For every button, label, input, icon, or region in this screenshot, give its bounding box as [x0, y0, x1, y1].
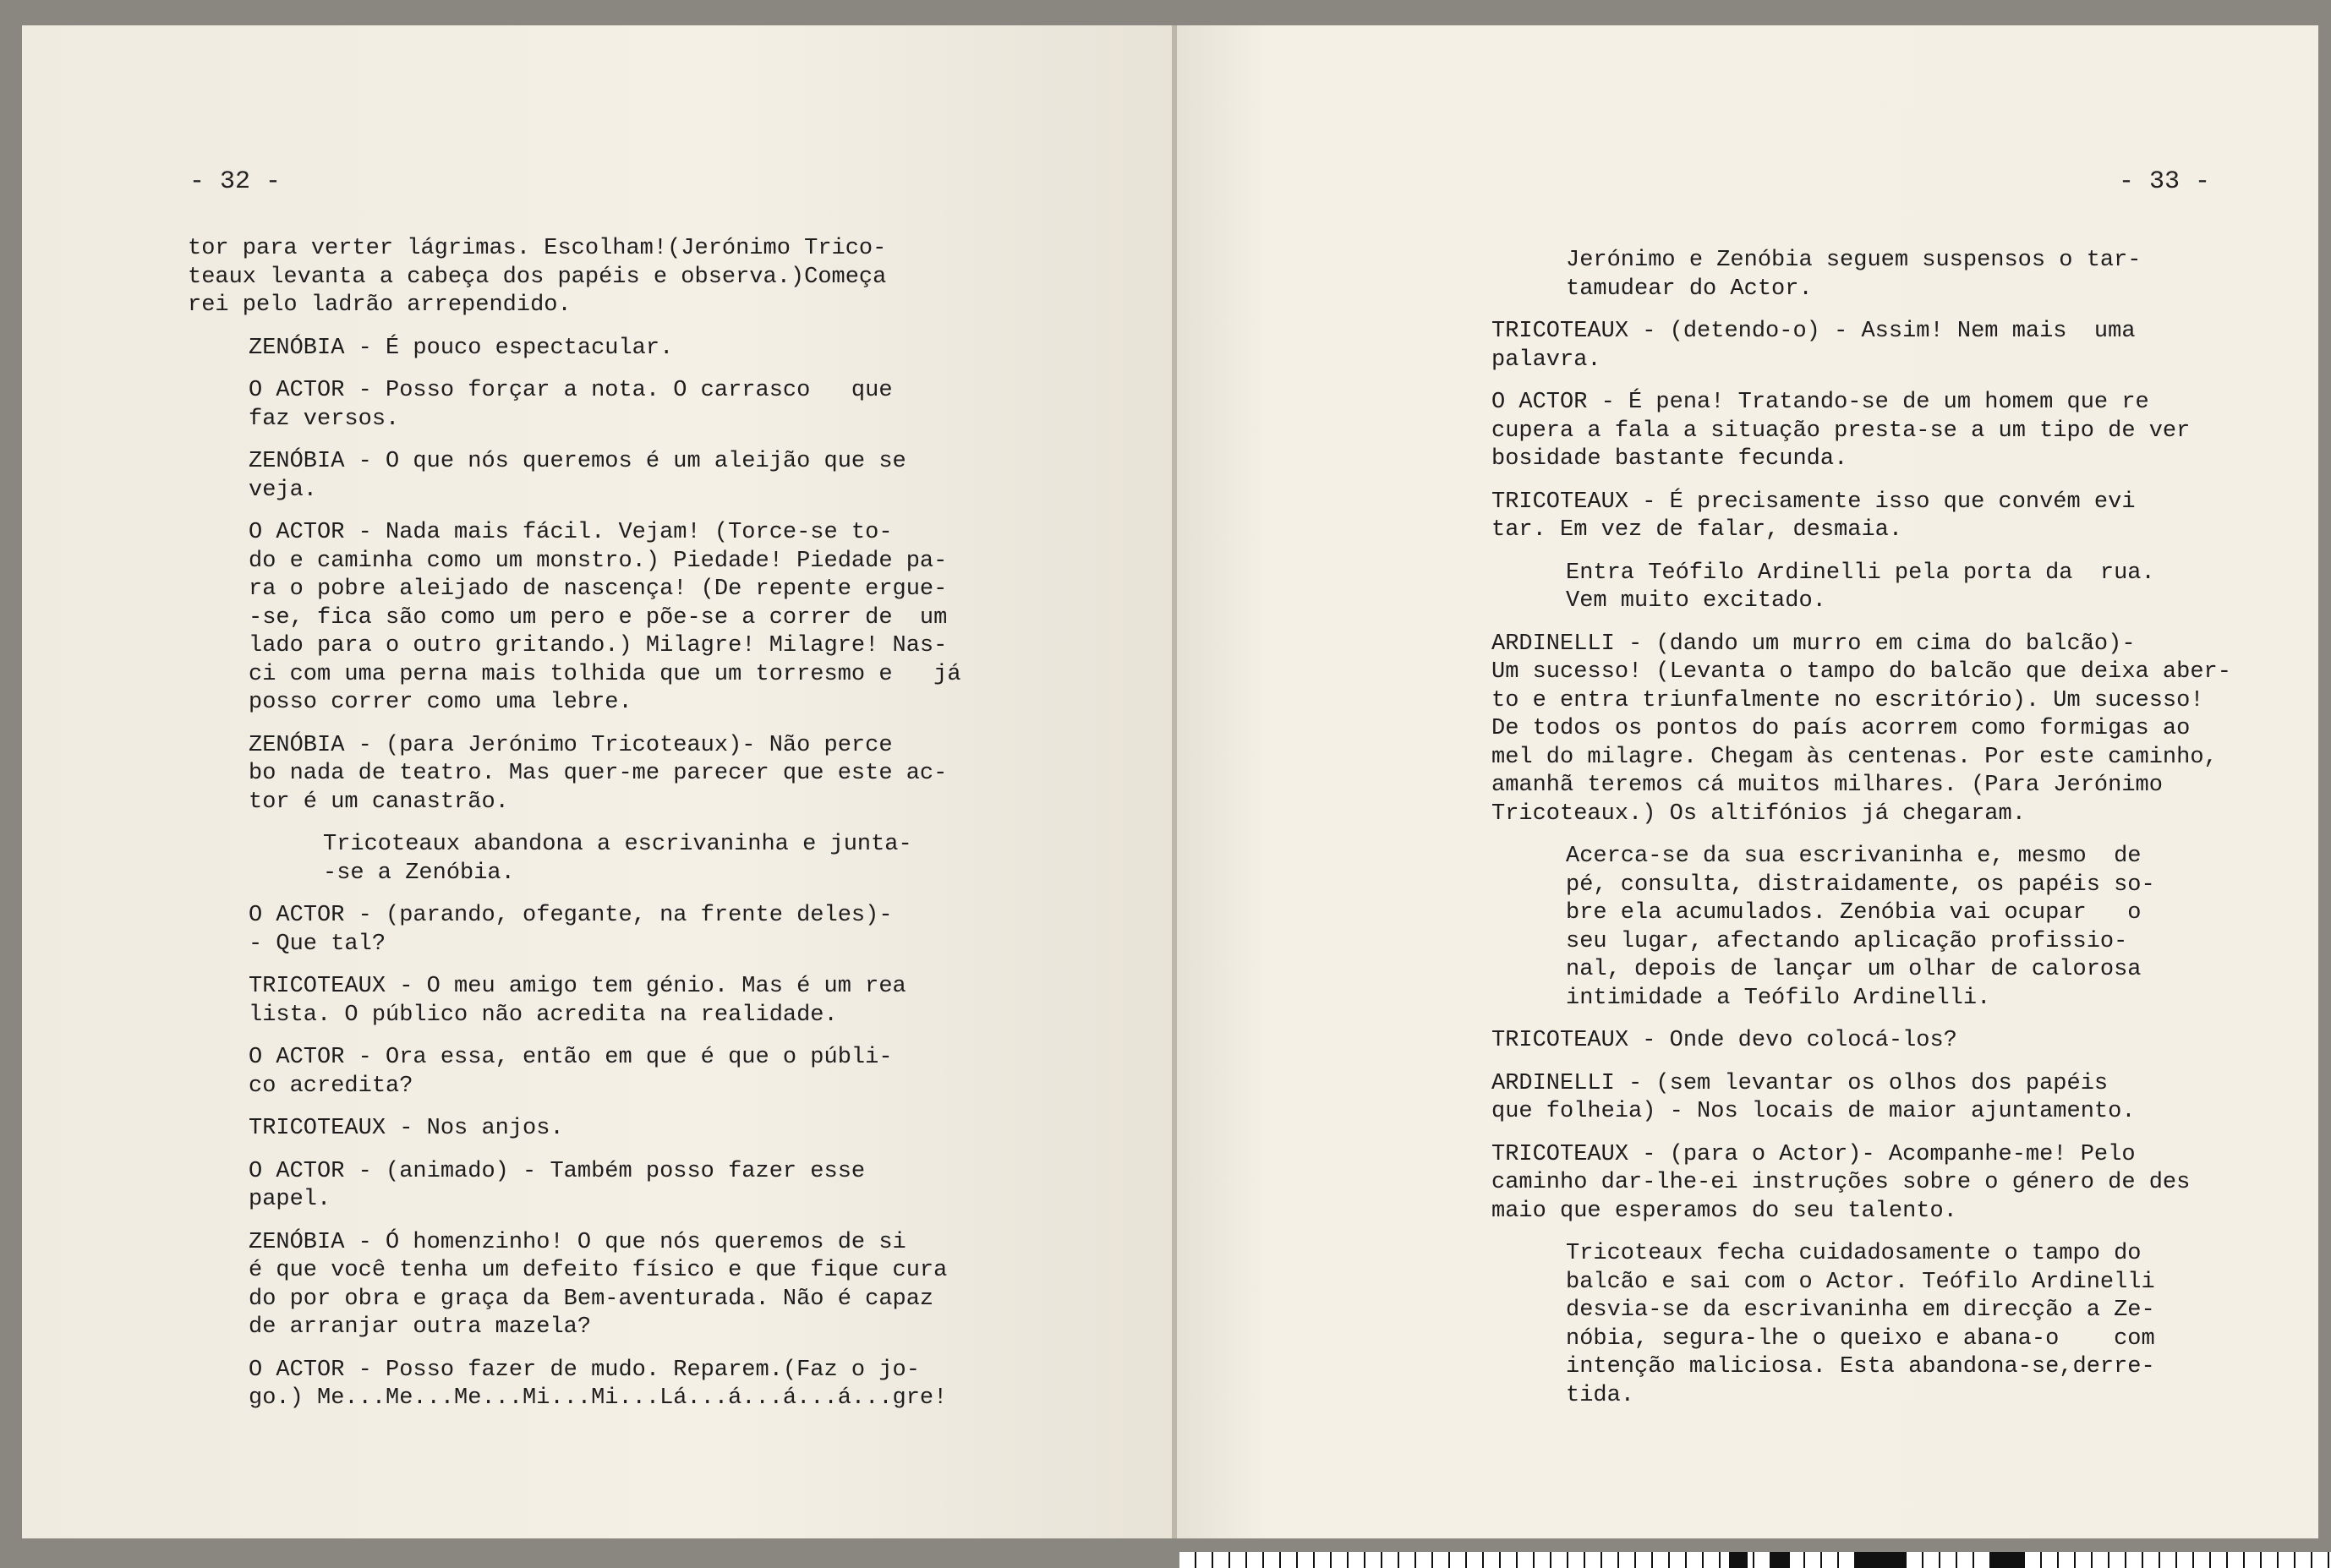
page-number-left: - 32 - — [189, 167, 282, 196]
stage-direction — [188, 831, 961, 888]
text-line: co acredita? — [249, 1073, 413, 1099]
text-line: ZENÓBIA - Ó homenzinho! O que nós queremos de si — [249, 1229, 906, 1255]
text-line: tar. Em vez de falar, desmaia. — [1491, 517, 1903, 543]
text-line: Um sucesso! (Levanta o tampo do balcão que deixa aber- — [1491, 659, 2231, 685]
text-line: Tricoteaux abandona a escrivaninha e junta- — [323, 832, 912, 857]
dialogue-paragraph — [188, 519, 961, 718]
dialogue-paragraph — [188, 973, 961, 1030]
text-line: ZENÓBIA - O que nós queremos é um aleijão que se — [249, 449, 906, 474]
text-line: TRICOTEAUX - O meu amigo tem génio. Mas é um rea — [249, 974, 906, 999]
dialogue-paragraph — [1431, 631, 2231, 829]
text-line: - Que tal? — [249, 931, 386, 957]
dialogue-paragraph — [188, 902, 961, 959]
stage-direction — [1431, 843, 2231, 1013]
left-page-text — [188, 235, 961, 1428]
text-line: O ACTOR - (animado) - Também posso fazer esse — [249, 1158, 866, 1184]
text-line: De todos os pontos do país acorrem como formigas ao — [1491, 716, 2191, 741]
dialogue-paragraph — [188, 1158, 961, 1215]
dialogue-paragraph — [188, 1115, 961, 1144]
text-line: ZENÓBIA - É pouco espectacular. — [249, 335, 674, 361]
book-spread — [22, 25, 2318, 1538]
dialogue-paragraph — [188, 1357, 961, 1413]
text-line: nal, depois de lançar um olhar de calorosa — [1566, 957, 2142, 982]
text-line: TRICOTEAUX - Nos anjos. — [249, 1116, 564, 1141]
text-line: lado para o outro gritando.) Milagre! Milagre! Nas- — [249, 633, 948, 658]
dialogue-paragraph — [1431, 1141, 2231, 1227]
text-line: ARDINELLI - (sem levantar os olhos dos papéis — [1491, 1070, 2109, 1096]
dialogue-paragraph — [1431, 318, 2231, 374]
dialogue-paragraph — [188, 235, 961, 320]
left-page — [22, 25, 1172, 1538]
text-line: go.) Me...Me...Me...Mi...Mi...Lá...á...á...á...gre! — [249, 1385, 948, 1411]
text-line: O ACTOR - Posso fazer de mudo. Reparem.(Faz o jo- — [249, 1357, 920, 1383]
text-line: palavra. — [1491, 347, 1601, 373]
text-line: O ACTOR - (parando, ofegante, na frente deles)- — [249, 903, 893, 928]
text-line: seu lugar, afectando aplicação profissio- — [1566, 928, 2128, 954]
text-line: caminho dar-lhe-ei instruções sobre o género de des — [1491, 1170, 2191, 1195]
dialogue-paragraph — [1431, 1027, 2231, 1056]
text-line: é que você tenha um defeito físico e que fique cura — [249, 1258, 948, 1283]
text-line: Jerónimo e Zenóbia seguem suspensos o tar- — [1566, 248, 2142, 273]
text-line: Entra Teófilo Ardinelli pela porta da rua. — [1566, 560, 2155, 586]
text-line: faz versos. — [249, 406, 400, 432]
text-line: teaux levanta a cabeça dos papéis e observa.)Começa — [188, 264, 887, 290]
text-line: desvia-se da escrivaninha em direcção a Ze- — [1566, 1298, 2155, 1323]
text-line: do por obra e graça da Bem-aventurada. Não é capaz — [249, 1286, 934, 1312]
text-line: ra o pobre aleijado de nascença! (De repente ergue- — [249, 576, 948, 602]
text-line: posso correr como uma lebre. — [249, 690, 632, 715]
text-line: Tricoteaux.) Os altifónios já chegaram. — [1491, 800, 2026, 827]
text-line: -se a Zenóbia. — [323, 860, 515, 886]
text-line: maio que esperamos do seu talento. — [1491, 1198, 1957, 1224]
text-line: lista. O público não acredita na realidade. — [249, 1002, 838, 1028]
text-line: do e caminha como um monstro.) Piedade! Piedade pa- — [249, 548, 948, 574]
text-line: TRICOTEAUX - É precisamente isso que convém evi — [1491, 489, 2136, 515]
dialogue-paragraph — [1431, 1070, 2231, 1127]
text-line: intenção maliciosa. Esta abandona-se,derre- — [1566, 1354, 2155, 1380]
scale-ruler — [1179, 1552, 2331, 1568]
text-line: cupera a fala a situação presta-se a um tipo de ver — [1491, 418, 2191, 444]
text-line: to e entra triunfalmente no escritório). Um sucesso! — [1491, 687, 2204, 713]
text-line: que folheia) - Nos locais de maior ajuntamento. — [1491, 1099, 2136, 1124]
text-line: -se, fica são como um pero e põe-se a correr de um — [249, 604, 948, 631]
dialogue-paragraph — [188, 377, 961, 434]
dialogue-paragraph — [188, 1044, 961, 1101]
stage-direction — [1431, 1240, 2231, 1410]
text-line: balcão e sai com o Actor. Teófilo Ardinelli — [1566, 1269, 2155, 1295]
text-line: bo nada de teatro. Mas quer-me parecer que este ac- — [249, 761, 948, 786]
text-line: TRICOTEAUX - (para o Actor)- Acompanhe-me! Pelo — [1491, 1141, 2136, 1167]
page-number-right: - 33 - — [2119, 167, 2211, 196]
dialogue-paragraph — [188, 732, 961, 817]
text-line: ARDINELLI - (dando um murro em cima do balcão)- — [1491, 631, 2136, 657]
text-line: bosidade bastante fecunda. — [1491, 446, 1848, 472]
right-page-text — [1431, 247, 2231, 1424]
text-line: mel do milagre. Chegam às centenas. Por este caminho, — [1491, 744, 2218, 770]
text-line: tor para verter lágrimas. Escolham!(Jerónimo Trico- — [188, 236, 887, 261]
dialogue-paragraph — [1431, 489, 2231, 545]
text-line: veja. — [249, 477, 318, 503]
text-line: Acerca-se da sua escrivaninha e, mesmo de — [1566, 844, 2142, 869]
text-line: de arranjar outra mazela? — [249, 1314, 592, 1340]
text-line: Vem muito excitado. — [1566, 588, 1826, 614]
text-line: O ACTOR - Ora essa, então em que é que o públi- — [249, 1045, 893, 1070]
text-line: intimidade a Teófilo Ardinelli. — [1566, 985, 1991, 1011]
text-line: rei pelo ladrão arrependido. — [188, 292, 572, 318]
dialogue-paragraph — [188, 448, 961, 505]
text-line: amanhã teremos cá muitos milhares. (Para Jerónimo — [1491, 773, 2163, 798]
text-line: ZENÓBIA - (para Jerónimo Tricoteaux)- Não perce — [249, 732, 893, 758]
text-line: nóbia, segura-lhe o queixo e abana-o com — [1566, 1325, 2155, 1352]
stage-direction — [1431, 560, 2231, 616]
text-line: O ACTOR - É pena! Tratando-se de um homem que re — [1491, 390, 2149, 415]
text-line: O ACTOR - Nada mais fácil. Vejam! (Torce-se to- — [249, 520, 893, 545]
text-line: pé, consulta, distraidamente, os papéis so- — [1566, 871, 2155, 898]
text-line: TRICOTEAUX - Onde devo colocá-los? — [1491, 1028, 1957, 1053]
text-line: tamudear do Actor. — [1566, 276, 1813, 302]
stage-direction — [1431, 247, 2231, 303]
text-line: papel. — [249, 1187, 331, 1212]
dialogue-paragraph — [1431, 389, 2231, 474]
text-line: ci com uma perna mais tolhida que um torresmo e já — [249, 661, 961, 687]
right-page — [1177, 25, 2318, 1538]
text-line: Tricoteaux fecha cuidadosamente o tampo do — [1566, 1241, 2142, 1266]
text-line: O ACTOR - Posso forçar a nota. O carrasco que — [249, 378, 893, 403]
text-line: tor é um canastrão. — [249, 789, 509, 815]
text-line: tida. — [1566, 1382, 1635, 1408]
text-line: TRICOTEAUX - (detendo-o) - Assim! Nem mais uma — [1491, 319, 2136, 344]
dialogue-paragraph — [188, 335, 961, 363]
dialogue-paragraph — [188, 1229, 961, 1342]
text-line: bre ela acumulados. Zenóbia vai ocupar o — [1566, 900, 2142, 926]
